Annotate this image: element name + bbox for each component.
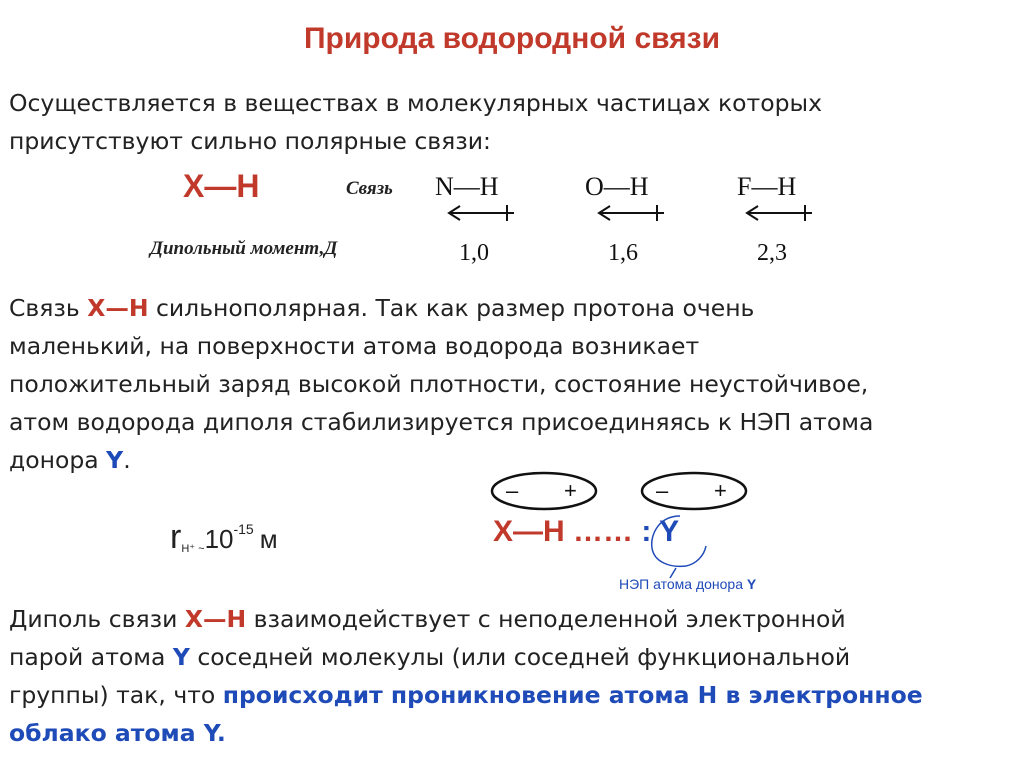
hb-lone-pair: : xyxy=(633,515,652,548)
hb-donor-y: Y xyxy=(651,515,680,548)
bond-nh: N—H xyxy=(435,172,499,201)
dipole-plus: + xyxy=(714,478,727,503)
text: парой атома xyxy=(9,643,173,671)
text: группы) так, что xyxy=(9,681,223,709)
text-line: атом водорода диполя стабилизируется присоединяясь к НЭП атома xyxy=(9,408,874,436)
intro-paragraph xyxy=(9,84,1018,160)
dipole-ellipse-icon xyxy=(638,468,758,514)
dipole-minus: – xyxy=(506,478,519,503)
xh-inline: X—H xyxy=(87,294,149,322)
dipole-arrow-icon xyxy=(594,198,674,228)
explanation-paragraph xyxy=(9,289,1018,479)
conclusion-paragraph xyxy=(9,600,1018,752)
dipole-value-nh: 1,0 xyxy=(459,240,489,266)
dipole-arrow-icon xyxy=(742,198,822,228)
page-title: Природа водородной связи xyxy=(303,22,721,55)
radius-unit: м xyxy=(259,524,278,554)
text: донора xyxy=(9,446,107,474)
bond-fh: F—H xyxy=(737,172,797,201)
xh-bond-label: X—H xyxy=(183,168,260,204)
dipole-minus: – xyxy=(656,478,669,503)
dipole-row-label: Дипольный момент,Д xyxy=(150,238,338,259)
bond-oh: O—H xyxy=(585,172,649,201)
text: сильнополярная. Так как размер протона очень xyxy=(148,294,755,322)
dipole-plus: + xyxy=(564,478,577,503)
radius-subscript: H⁺ ~ xyxy=(181,543,205,555)
lone-pair-highlight-icon xyxy=(640,512,720,582)
radius-exponent: -15 xyxy=(233,521,254,537)
lone-pair-caption xyxy=(619,576,756,592)
y-inline: Y xyxy=(172,643,190,671)
highlight-text: происходит проникновение атома H в электронное xyxy=(222,681,923,709)
text: взаимодействует с неподеленной электронной xyxy=(246,605,846,633)
y-inline: Y xyxy=(106,446,124,474)
highlight-text: облако атома Y. xyxy=(9,719,226,747)
proton-radius-formula xyxy=(170,518,278,557)
hb-xh: X—H …… xyxy=(493,515,634,548)
xh-inline: X—H xyxy=(184,605,247,633)
text: Связь xyxy=(9,294,88,322)
intro-line-1: Осуществляется в веществах в молекулярных частицах которых xyxy=(9,89,822,117)
text: . xyxy=(123,446,131,474)
y-inline: Y xyxy=(746,576,757,592)
dipole-arrow-icon xyxy=(444,198,524,228)
text-line: маленький, на поверхности атома водорода возникает xyxy=(9,332,700,360)
dipole-ellipse-icon xyxy=(488,468,608,514)
text-line: положительный заряд высокой плотности, состояние неустойчивое, xyxy=(9,370,869,398)
text: НЭП атома донора xyxy=(619,576,747,592)
text: соседней молекулы (или соседней функциональной xyxy=(189,643,851,671)
bond-row-label: Связь xyxy=(346,178,393,199)
radius-base: 10 xyxy=(204,524,234,554)
intro-line-2: присутствуют сильно полярные связи: xyxy=(9,127,491,155)
dipole-value-oh: 1,6 xyxy=(608,240,638,266)
dipole-value-fh: 2,3 xyxy=(757,240,787,266)
radius-symbol: r xyxy=(170,518,182,556)
text: Диполь связи xyxy=(9,605,185,633)
